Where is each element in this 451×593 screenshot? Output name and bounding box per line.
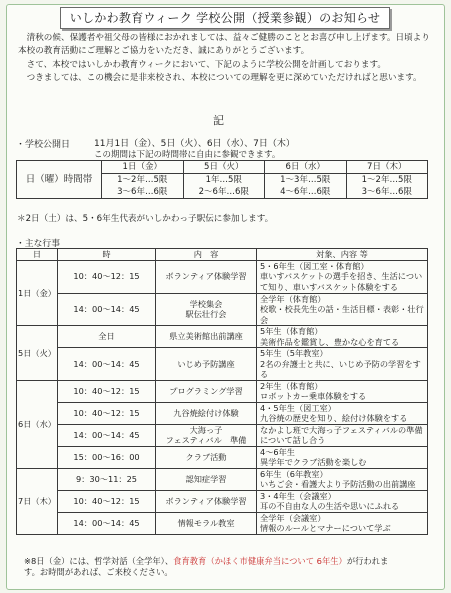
intro-paragraph-1: 清秋の候、保護者や祖父母の皆様におかれましては、益々ご健勝のこととお喜び申し上げます。日頃より本校の教育活動にご理解とご協力をいただき、誠にありがとうございます。	[18, 33, 430, 57]
events-row	[17, 326, 428, 348]
events-target: 全学年（会議室） 情報のルールとマナーについて学ぶ	[257, 512, 428, 534]
events-target: 6年生（6年教室） いちご会・看護大より予防活動の出前講座	[257, 468, 428, 490]
schedule-day: 5日（火）	[183, 161, 265, 174]
events-target: 5年生（体育館） 美術作品を鑑賞し、豊かな心を育てる	[257, 326, 428, 348]
schedule-cell: 4～6年…6限	[265, 186, 347, 199]
events-target: 3・4年生（会議室） 耳の不自由な人の生活や思いにふれる	[257, 490, 428, 512]
events-day: 7日（木）	[17, 468, 58, 534]
events-label: ・主な行事	[16, 239, 60, 249]
events-content: クラブ活動	[156, 446, 257, 468]
events-target: 4・5年生（図工室） 九谷焼の歴史を知り、絵付け体験をする	[257, 402, 428, 424]
schedule-cell: 1～3年…5限	[265, 174, 347, 187]
events-time: 全日	[58, 326, 156, 348]
schedule-cell: 3～6年…6限	[346, 186, 428, 199]
events-time: 9：30～11：25	[58, 468, 156, 490]
schedule-cell: 1～2年…5限	[346, 174, 428, 187]
footer-text-3: す。お時間があれば、ご来校ください。	[24, 566, 173, 577]
events-content: 情報モラル教室	[156, 512, 257, 534]
page-title: いしかわ教育ウィーク 学校公開（授業参観）のお知らせ	[60, 7, 390, 29]
events-time: 10：40～12：15	[58, 380, 156, 402]
events-time: 15：00～16：00	[58, 446, 156, 468]
events-content: 学校集会 駅伝壮行会	[156, 293, 257, 326]
events-header-target: 対象、内容 等	[257, 249, 428, 261]
schedule-label: ・学校公開日	[16, 140, 71, 150]
events-row	[17, 260, 428, 293]
events-time: 10：40～12：15	[58, 402, 156, 424]
events-row	[17, 402, 428, 424]
events-content: ボランティア体験学習	[156, 260, 257, 293]
events-content: ボランティア体験学習	[156, 490, 257, 512]
events-time: 10：40～12：15	[58, 260, 156, 293]
ekiden-note: ＊2日（土）は、5・6年生代表がいしかわっ子駅伝に参加します。	[17, 214, 274, 224]
intro-paragraph-2: さて、本校ではいしかわ教育ウィークにおいて、下記のように学校公開を計画しております。	[26, 59, 386, 70]
footer-highlight: 食育教育（かほく市健康弁当について 6年生）	[173, 556, 347, 566]
events-row	[17, 348, 428, 381]
intro-paragraph-3: つきましては、この機会に是非来校され、本校についての理解を更に深めていただければと思います。	[26, 73, 422, 84]
open-house-schedule-table	[16, 160, 428, 199]
events-target: 5年生（5年教室） 2名の弁護士と共に、いじめ予防の学習をする	[257, 348, 428, 381]
events-header-content: 内 容	[156, 249, 257, 261]
events-time: 14：00～14：45	[58, 512, 156, 534]
events-row	[17, 490, 428, 512]
schedule-row-label: 日（曜）時間帯	[17, 161, 102, 199]
events-day: 1日（金）	[17, 260, 58, 326]
events-time: 14：00～14：45	[58, 348, 156, 381]
schedule-dates: 11月1日（金）、5日（火）、6日（水）、7日（木）	[94, 139, 295, 149]
ki-heading: 記	[213, 114, 224, 127]
footer-text-1: ※8日（金）には、哲学対話（全学年）、	[24, 556, 174, 566]
events-content: 県立美術館出前講座	[156, 326, 257, 348]
events-content: 大海っ子 フェスティバル 準備	[156, 424, 257, 446]
schedule-day: 7日（木）	[346, 161, 428, 174]
events-day: 5日（火）	[17, 326, 58, 381]
events-row	[17, 293, 428, 326]
events-content: 九谷焼絵付け体験	[156, 402, 257, 424]
events-row	[17, 446, 428, 468]
events-row	[17, 512, 428, 534]
events-target: 4～6年生 異学年でクラブ活動を楽しむ	[257, 446, 428, 468]
events-row	[17, 468, 428, 490]
events-row	[17, 424, 428, 446]
events-content: いじめ予防講座	[156, 348, 257, 381]
events-time: 14：00～14：45	[58, 424, 156, 446]
events-header-day: 日	[17, 249, 58, 261]
footer-text-2: が行われま	[346, 556, 389, 566]
events-table	[16, 248, 428, 535]
events-row	[17, 380, 428, 402]
events-day: 6日（水）	[17, 380, 58, 468]
events-time: 14：00～14：45	[58, 293, 156, 326]
footer-note	[24, 556, 436, 577]
events-target: なかよし班で大海っ子フェスティバルの準備について話し合う	[257, 424, 428, 446]
events-target: 5・6年生（図工室・体育館） 車いすバスケットの選手を招き、生活について知り、車いすバスケット体験をする	[257, 260, 428, 293]
events-content: プログラミング学習	[156, 380, 257, 402]
schedule-day: 1日（金）	[102, 161, 184, 174]
schedule-day: 6日（水）	[265, 161, 347, 174]
events-time: 10：40～12：15	[58, 490, 156, 512]
schedule-note: この期間は下記の時間帯に自由に参観できます。	[94, 150, 281, 160]
events-header-time: 時	[58, 249, 156, 261]
schedule-cell: 1～2年…5限	[102, 174, 184, 187]
events-header-row	[17, 249, 428, 261]
events-target: 2年生（体育館） ロボットカー乗車体験をする	[257, 380, 428, 402]
intro-text	[18, 32, 434, 86]
schedule-header-row	[17, 161, 428, 174]
schedule-cell: 1年…5限	[183, 174, 265, 187]
schedule-cell: 2～6年…6限	[183, 186, 265, 199]
events-target: 全学年（体育館） 校歌・校長先生の話・生活目標・表彰・壮行会	[257, 293, 428, 326]
events-content: 認知症学習	[156, 468, 257, 490]
schedule-cell: 3～6年…6限	[102, 186, 184, 199]
